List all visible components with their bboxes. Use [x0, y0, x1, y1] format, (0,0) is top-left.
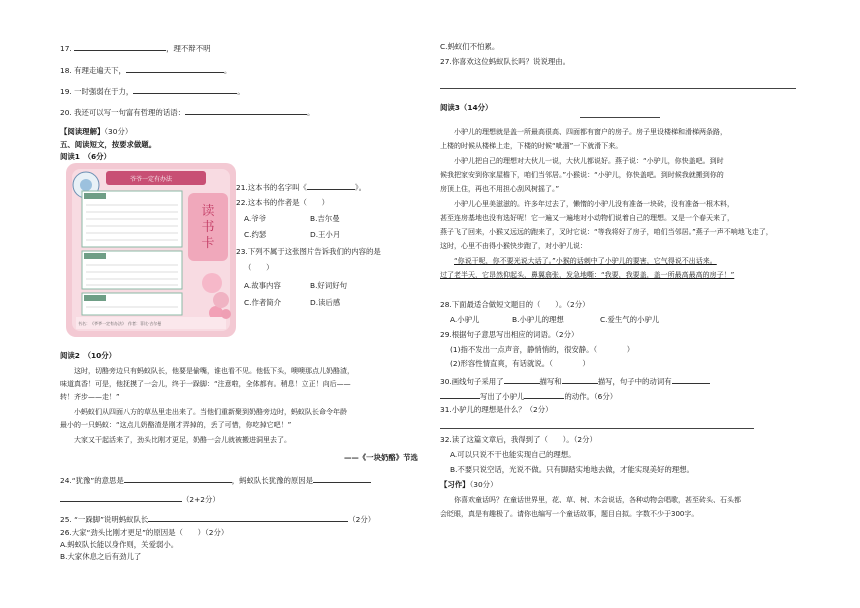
question-24 — [60, 474, 371, 486]
q32-option-a[interactable]: A.可以只说不干也能实现自己的理想。 — [450, 450, 576, 459]
q23-answer-blank[interactable]: （ ） — [244, 263, 274, 272]
q17-text: ，理不辩不明 — [166, 44, 211, 53]
q24-blank-1[interactable] — [124, 474, 232, 483]
q26-option-b[interactable]: B.大家休息之后有劲儿了 — [60, 552, 142, 561]
q29-sub-2[interactable]: (2)形容性情直爽，有话就说。（ ） — [450, 359, 590, 368]
q30-mid-1: 描写和 — [539, 377, 562, 386]
q30-mid-2: 描写，句子中的动词有 — [597, 377, 672, 386]
q30-blank-2[interactable] — [562, 375, 598, 384]
q20-text: 我还可以写一句富有哲理的话语： — [74, 108, 185, 117]
reading3-line: 小驴儿的理想就是盖一所最高很高、四面都有窗户的房子。房子里设楼梯和滑梯两条路， — [454, 128, 727, 136]
writing-title: 【习作】 — [440, 480, 470, 489]
q25-blank[interactable] — [148, 513, 348, 522]
q24-blank-3[interactable] — [60, 493, 182, 502]
q23-text: 23.下列不属于这张图片告诉我们的内容的是 — [236, 247, 381, 256]
reading-section-heading — [60, 127, 132, 137]
question-24-cont — [60, 493, 220, 505]
reading3-underlined-line: 过了老半天，它昂然仰起头，鼻翼翕张，发急地嘶：“我要，我要盖，盖一所最高最高的房子！” — [440, 271, 735, 279]
q22-option-c[interactable]: C.约瑟 — [244, 230, 267, 239]
q24-score: （2+2分） — [182, 495, 220, 504]
question-20 — [60, 106, 314, 118]
q28-text: 28.下面最适合做短文题目的（ ）。（2分） — [440, 300, 590, 309]
q18-blank[interactable] — [126, 64, 224, 73]
q32-text: 32.读了这篇文章后，我得到了（ ）。（2分） — [440, 435, 597, 444]
question-25 — [60, 513, 375, 525]
q23-option-c[interactable]: C.作者简介 — [244, 298, 282, 307]
part5-instruction: 五、阅读短文，按要求做题。 — [60, 140, 157, 149]
q28-option-a[interactable]: A.小驴儿 — [450, 315, 480, 324]
section-title: 【阅读理解】 — [60, 127, 105, 136]
reading2-source: ——《一块奶酪》节选 — [344, 453, 418, 462]
q28-option-c[interactable]: C.爱生气的小驴儿 — [600, 315, 660, 324]
q19-number: 19. — [60, 87, 72, 96]
reading2-line: 这时，切酪旁边只有蚂蚁队长，他要是偷嘴，谁也看不见。他低下头，噢噢那点儿奶酪渣， — [74, 367, 354, 375]
writing-prompt-line: 你喜欢童话吗？在童话世界里，花、草、树、木会说话，各种动物会唱歌，甚至砖头、石头都 — [454, 496, 741, 504]
reading1-title: 阅读1 （6分） — [60, 152, 111, 161]
reading2-line: 味道真香！可是，他抚摸了一会儿，终于一跺脚：“注意啦，全体都有。稍息！立正！向后—— — [60, 380, 351, 388]
question-18 — [60, 64, 231, 76]
q26-option-a[interactable]: A.蚂蚁队长能以身作则，关爱弱小。 — [60, 540, 179, 549]
q22-text: 22.这本书的作者是（ ） — [236, 198, 330, 207]
q28-option-b[interactable]: B.小驴儿的理想 — [512, 315, 564, 324]
q18-tail: 。 — [223, 66, 232, 75]
q24-mid: ，蚂蚁队长犹豫的原因是 — [231, 476, 314, 485]
reading2-title: 阅读2 （10分） — [60, 351, 117, 360]
card-bottom-line: 书名：《爷爷一定有办法》 作者：菲比·吉尔曼 — [78, 321, 162, 326]
svg-text:书: 书 — [201, 220, 215, 235]
decorative-circles-icon — [206, 290, 236, 320]
right-column — [440, 0, 800, 608]
q30-text: 30.画线句子采用了 — [440, 377, 504, 386]
reading2-line: 转！齐步——走！” — [60, 393, 120, 401]
q23-option-b[interactable]: B.好词好句 — [310, 281, 347, 290]
q32-option-b[interactable]: B.不要只说空话，光说不做。只有脚踏实地地去做，才能实现美好的理想。 — [450, 465, 694, 474]
q20-tail: 。 — [307, 108, 315, 117]
reading3-underlined-line: “你说干呢，你不要光说大话了。”小猴的话刺中了小驴儿的要害，它气得说不出话来。 — [454, 257, 717, 265]
q29-text: 29.根据句子意思写出相应的词语。（2分） — [440, 330, 579, 339]
q30-blank-5[interactable] — [524, 390, 564, 399]
q19-tail: 。 — [237, 87, 245, 96]
q29-sub-1[interactable]: (1)指不发出一点声音，静悄悄的，很安静。（ ） — [450, 345, 635, 354]
reading3-line: 甚至连房基地也没有选好呢！它一遍又一遍地对小动物们说着自己的理想。又是一个春天来了， — [440, 214, 734, 222]
left-column — [60, 0, 440, 608]
q18-text: 有理走遍天下， — [74, 66, 126, 75]
q21-text: 21.这本书的名字叫《 — [236, 183, 307, 192]
reading2-line: 最小的一只蚂蚁：“这点儿奶酪渣是刚才弄掉的，丢了可惜，你吃掉它吧！” — [60, 421, 292, 429]
q22-option-b[interactable]: B.吉尔曼 — [310, 214, 340, 223]
q30-blank-3[interactable] — [672, 375, 710, 384]
q30-tail: 的动作。（6分） — [564, 392, 618, 401]
reading2-line: 小蚂蚁们从四面八方的草丛里走出来了。当他们重新聚到奶酪旁边时，蚂蚁队长命令年龄 — [74, 408, 347, 416]
card-title: 爷爷一定有办法 — [129, 176, 173, 183]
q23-option-a[interactable]: A.故事内容 — [244, 281, 281, 290]
section-score: （30分） — [104, 127, 133, 136]
svg-text:读: 读 — [201, 204, 215, 219]
q19-blank[interactable] — [133, 85, 237, 94]
q30-blank-1[interactable] — [504, 375, 540, 384]
question-17 — [60, 42, 210, 54]
reading3-line: 这时，心里不由得小猴快步跑了，对小驴儿说： — [440, 242, 587, 250]
reading3-line: 房顶上住，再也不用担心刮风树摇了。” — [440, 185, 560, 193]
q20-number: 20. — [60, 108, 72, 117]
reading3-title: 阅读3（14分） — [440, 103, 493, 112]
q31-answer-line[interactable] — [440, 428, 754, 429]
q30-blank-4[interactable] — [440, 390, 480, 399]
reading3-line: 小驴儿把自己的理想对大伙儿一说，大伙儿都说好。燕子说：“小驴儿，你快盖吧。到时 — [454, 157, 724, 165]
q20-blank[interactable] — [185, 106, 307, 115]
q24-blank-2[interactable] — [313, 474, 371, 483]
q27-text: 27.你喜欢这位蚂蚁队长吗？说说理由。 — [440, 57, 571, 66]
q17-blank[interactable] — [74, 42, 166, 51]
writing-prompt-line: 会眨眼，真是有趣极了。请你也编写一个童话故事，题目自拟。字数不少于300字。 — [440, 510, 699, 518]
q22-option-a[interactable]: A.爷爷 — [244, 214, 267, 223]
reading3-line: 上楼的时候从楼梯上走，下楼的时候“呲溜”一下就滑下来。 — [440, 142, 623, 150]
svg-text:卡: 卡 — [201, 236, 215, 251]
question-19 — [60, 85, 245, 97]
q17-number: 17. — [60, 44, 72, 53]
q23-option-d[interactable]: D.读后感 — [310, 298, 341, 307]
reading3-line: 候我把家安到你家屋檐下，咱们当邻居。”小猴说：“小驴儿，你快盖吧。到时候我就搬到你的 — [440, 171, 724, 179]
q26-option-c[interactable]: C.蚂蚁们不怕累。 — [440, 42, 500, 51]
reading3-line: 小驴儿心里美滋滋的。许多年过去了，懒惰的小驴儿没有准备一块砖，没有准备一根木料， — [454, 200, 734, 208]
reading3-title-line — [580, 117, 660, 118]
q22-option-d[interactable]: D.王小月 — [310, 230, 341, 239]
q19-text: 一时强弱在于力， — [74, 87, 134, 96]
q25-text: 25. “一跺脚”说明蚂蚁队长 — [60, 515, 149, 524]
question-30-cont — [440, 390, 617, 402]
q30-mid-3: 写出了小驴儿 — [480, 392, 525, 401]
q31-text: 31.小驴儿的理想是什么？（2分） — [440, 405, 553, 414]
reading3-line: 燕子飞了回来，小猴又远远的跑来了，叉时它说：“等我将好了房子，咱们当邻居。”燕子一声不响地飞走了， — [440, 228, 773, 236]
question-21 — [236, 181, 366, 193]
reading2-line: 大家又干起活来了，劲头比刚才更足，奶酪一会儿就被搬进洞里去了。 — [74, 436, 291, 444]
q25-score: （2分） — [348, 515, 376, 524]
writing-heading — [440, 480, 497, 490]
q27-answer-line[interactable] — [440, 88, 796, 89]
question-30 — [440, 375, 710, 387]
q24-text: 24.“犹豫”的意思是 — [60, 476, 124, 485]
writing-score: （30分） — [469, 480, 498, 489]
q26-text: 26.大家“劲头比刚才更足”的原因是（ ）（2分） — [60, 528, 229, 537]
q21-blank[interactable] — [307, 181, 355, 190]
q21-tail: 》。 — [354, 183, 366, 192]
q18-number: 18. — [60, 66, 72, 75]
